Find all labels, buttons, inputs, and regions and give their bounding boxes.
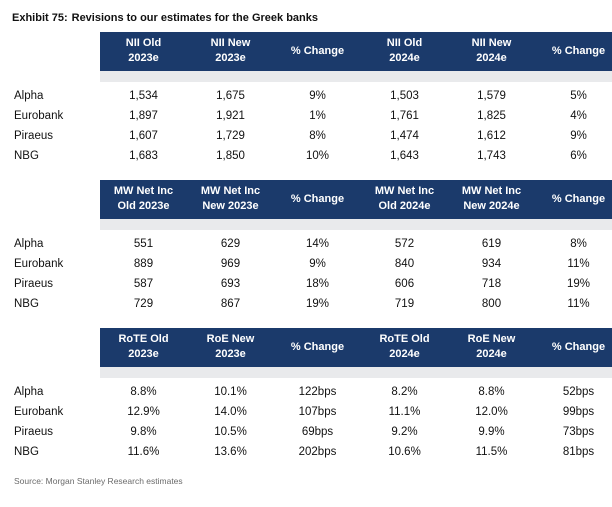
- cell-value: 8.8%: [130, 386, 157, 398]
- table-nii: [12, 32, 606, 166]
- row-label: Eurobank: [14, 110, 64, 122]
- header-line-2: 2024e: [476, 348, 507, 360]
- header-line-1: % Change: [290, 340, 345, 353]
- cell-value: 8.8%: [478, 386, 505, 398]
- cell-value: 18%: [305, 278, 330, 290]
- header-cell-nii-old-2024: [361, 32, 448, 71]
- cell-value: 729: [133, 298, 154, 310]
- cell-value: 969: [220, 258, 241, 270]
- header-line-1: MW Net Inc: [200, 185, 261, 197]
- row-label: Alpha: [14, 386, 44, 398]
- cell-value: 9.9%: [478, 426, 505, 438]
- cell-value: 10%: [305, 150, 330, 162]
- table-rote-roe: [12, 328, 606, 462]
- table-row: [12, 126, 612, 146]
- cell-value: 629: [220, 238, 241, 250]
- header-line-1: NII New: [210, 37, 251, 49]
- spacer-blank: [12, 219, 100, 230]
- cell-value: 719: [394, 298, 415, 310]
- spacer-band: [100, 219, 612, 230]
- header-line-1: % Change: [551, 44, 606, 57]
- header-cell-blank: [12, 328, 100, 367]
- mw-net-inc-table: [12, 180, 612, 314]
- header-line-1: % Change: [551, 192, 606, 205]
- header-cell-nii-new-2024: [448, 32, 535, 71]
- spacer-band: [100, 71, 612, 82]
- page-title: [12, 12, 600, 24]
- table-header-row: [12, 32, 612, 71]
- row-label: Eurobank: [14, 406, 64, 418]
- header-spacer-row: [12, 367, 612, 378]
- header-line-2: 2024e: [389, 348, 420, 360]
- cell-value: 9.2%: [391, 426, 418, 438]
- cell-value: 14%: [305, 238, 330, 250]
- cell-value: 19%: [305, 298, 330, 310]
- header-cell-blank: [12, 32, 100, 71]
- table-row: [12, 106, 612, 126]
- cell-value: 52bps: [562, 386, 595, 398]
- cell-value: 9.8%: [130, 426, 157, 438]
- header-cell-roe-new-2023: [187, 328, 274, 367]
- cell-value: 1,850: [216, 150, 245, 162]
- cell-value: 12.0%: [475, 406, 508, 418]
- header-line-1: MW Net Inc: [461, 185, 522, 197]
- header-cell-mw-new-2024: [448, 180, 535, 219]
- exhibit-label: Exhibit 75:: [12, 12, 68, 24]
- cell-value: 11.1%: [388, 406, 421, 418]
- row-label: Piraeus: [14, 130, 53, 142]
- header-cell-blank: [12, 180, 100, 219]
- cell-value: 10.1%: [214, 386, 247, 398]
- cell-value: 9%: [309, 90, 326, 102]
- cell-value: 11%: [567, 258, 590, 270]
- spacer-blank: [12, 367, 100, 378]
- header-line-1: NII New: [471, 37, 512, 49]
- header-cell-change-2024: [535, 180, 612, 219]
- nii-table: [12, 32, 612, 166]
- header-line-2: 2024e: [389, 52, 420, 64]
- table-row: [12, 274, 612, 294]
- source-note: Source: Morgan Stanley Research estimates: [14, 476, 183, 486]
- cell-value: 587: [133, 278, 154, 290]
- cell-value: 6%: [570, 150, 587, 162]
- header-cell-rote-old-2023: [100, 328, 187, 367]
- cell-value: 81bps: [562, 446, 595, 458]
- cell-value: 11.5%: [475, 446, 508, 458]
- cell-value: 1,675: [216, 90, 245, 102]
- header-cell-change-2024: [535, 328, 612, 367]
- cell-value: 619: [481, 238, 502, 250]
- table-row: [12, 402, 612, 422]
- header-cell-nii-old-2023: [100, 32, 187, 71]
- table-row: [12, 254, 612, 274]
- row-label: Alpha: [14, 238, 44, 250]
- header-line-1: MW Net Inc: [113, 185, 174, 197]
- header-cell-mw-old-2024: [361, 180, 448, 219]
- cell-value: 8%: [570, 238, 587, 250]
- header-line-1: RoE New: [206, 333, 255, 345]
- header-line-1: % Change: [551, 340, 606, 353]
- cell-value: 10.5%: [214, 426, 247, 438]
- header-spacer-row: [12, 219, 612, 230]
- cell-value: 551: [133, 238, 154, 250]
- cell-value: 9%: [309, 258, 326, 270]
- cell-value: 1,897: [129, 110, 158, 122]
- header-line-1: RoTE Old: [118, 333, 169, 345]
- table-row: [12, 442, 612, 462]
- header-line-2: 2023e: [215, 52, 246, 64]
- cell-value: 1,534: [129, 90, 158, 102]
- table-row: [12, 422, 612, 442]
- spacer-blank: [12, 71, 100, 82]
- cell-value: 8.2%: [391, 386, 418, 398]
- cell-value: 606: [394, 278, 415, 290]
- table-row: [12, 382, 612, 402]
- cell-value: 8%: [309, 130, 326, 142]
- cell-value: 1,612: [477, 130, 506, 142]
- cell-value: 1,683: [129, 150, 158, 162]
- header-spacer-row: [12, 71, 612, 82]
- header-cell-nii-new-2023: [187, 32, 274, 71]
- cell-value: 5%: [570, 90, 587, 102]
- header-cell-change-2023: [274, 180, 361, 219]
- cell-value: 122bps: [298, 386, 337, 398]
- cell-value: 69bps: [301, 426, 334, 438]
- cell-value: 1,643: [390, 150, 419, 162]
- table-mw-net-inc: [12, 180, 606, 314]
- header-line-1: RoE New: [467, 333, 516, 345]
- cell-value: 1,761: [390, 110, 419, 122]
- header-cell-mw-new-2023: [187, 180, 274, 219]
- cell-value: 1,579: [477, 90, 506, 102]
- header-line-2: 2023e: [128, 52, 159, 64]
- cell-value: 14.0%: [214, 406, 247, 418]
- table-row: [12, 86, 612, 106]
- cell-value: 1,825: [477, 110, 506, 122]
- header-line-1: NII Old: [125, 37, 162, 49]
- cell-value: 1%: [309, 110, 326, 122]
- row-label: Piraeus: [14, 278, 53, 290]
- spacer-band: [100, 367, 612, 378]
- header-cell-roe-new-2024: [448, 328, 535, 367]
- header-line-2: 2023e: [215, 348, 246, 360]
- cell-value: 889: [133, 258, 154, 270]
- row-label: Eurobank: [14, 258, 64, 270]
- table-header-row: [12, 180, 612, 219]
- header-line-1: % Change: [290, 192, 345, 205]
- row-label: NBG: [14, 446, 39, 458]
- table-row: [12, 146, 612, 166]
- row-label: Piraeus: [14, 426, 53, 438]
- cell-value: 840: [394, 258, 415, 270]
- header-line-2: New 2023e: [202, 200, 259, 212]
- header-line-2: New 2024e: [463, 200, 520, 212]
- row-label: Alpha: [14, 90, 44, 102]
- cell-value: 1,474: [390, 130, 419, 142]
- cell-value: 693: [220, 278, 241, 290]
- exhibit-title-text: Revisions to our estimates for the Greek banks: [71, 12, 318, 24]
- cell-value: 19%: [566, 278, 591, 290]
- cell-value: 12.9%: [127, 406, 160, 418]
- header-line-2: Old 2023e: [117, 200, 170, 212]
- table-row: [12, 294, 612, 314]
- header-line-2: 2023e: [128, 348, 159, 360]
- cell-value: 202bps: [298, 446, 337, 458]
- cell-value: 73bps: [562, 426, 595, 438]
- table-row: [12, 234, 612, 254]
- cell-value: 11.6%: [127, 446, 160, 458]
- header-line-1: RoTE Old: [379, 333, 430, 345]
- cell-value: 10.6%: [388, 446, 421, 458]
- cell-value: 107bps: [298, 406, 337, 418]
- header-cell-change-2023: [274, 328, 361, 367]
- table-header-row: [12, 328, 612, 367]
- cell-value: 1,503: [390, 90, 419, 102]
- cell-value: 1,607: [129, 130, 158, 142]
- header-cell-mw-old-2023: [100, 180, 187, 219]
- cell-value: 99bps: [562, 406, 595, 418]
- rote-roe-table: [12, 328, 612, 462]
- cell-value: 572: [394, 238, 415, 250]
- cell-value: 13.6%: [214, 446, 247, 458]
- header-cell-change-2023: [274, 32, 361, 71]
- header-line-1: % Change: [290, 44, 345, 57]
- cell-value: 1,729: [216, 130, 245, 142]
- cell-value: 4%: [570, 110, 587, 122]
- header-line-1: MW Net Inc: [374, 185, 435, 197]
- cell-value: 867: [220, 298, 241, 310]
- cell-value: 718: [481, 278, 502, 290]
- cell-value: 800: [481, 298, 502, 310]
- cell-value: 934: [481, 258, 502, 270]
- header-line-1: NII Old: [386, 37, 423, 49]
- row-label: NBG: [14, 298, 39, 310]
- cell-value: 11%: [567, 298, 590, 310]
- cell-value: 9%: [570, 130, 587, 142]
- cell-value: 1,921: [216, 110, 245, 122]
- row-label: NBG: [14, 150, 39, 162]
- header-line-2: Old 2024e: [378, 200, 431, 212]
- header-cell-change-2024: [535, 32, 612, 71]
- header-line-2: 2024e: [476, 52, 507, 64]
- header-cell-rote-old-2024: [361, 328, 448, 367]
- cell-value: 1,743: [477, 150, 506, 162]
